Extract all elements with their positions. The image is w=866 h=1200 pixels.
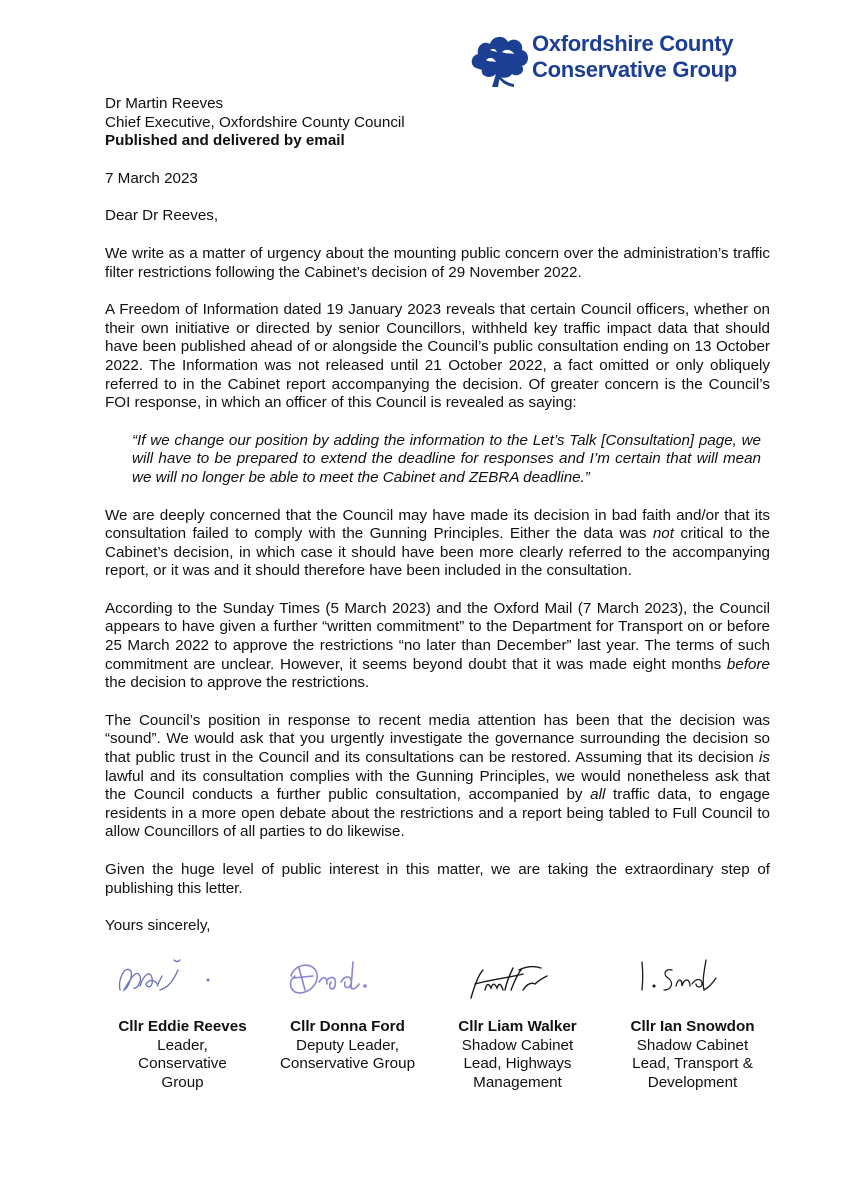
signatory-role-line: Shadow Cabinet <box>636 1036 749 1054</box>
foi-quote: “If we change our position by adding the information to the Let’s Talk [Consultation] page, we will have to be prepared to extend the deadline for responses and I’m certain that will mean we will no longer be able to meet the Cabinet and ZEBRA deadline.” <box>132 431 761 486</box>
signatory-ford <box>265 940 430 1074</box>
paragraph-5-text-a: The Council’s position in response to recent media attention has been that the decision was “sound”. We would ask that you urgently investigate the governance surrounding the decision so that public trust in the Council and its consultations can be restored. Assuming that its decision <box>105 711 770 767</box>
signatory-role-line: Shadow Cabinet <box>461 1036 574 1054</box>
paragraph-5-emphasis-2: all <box>590 786 606 804</box>
letter-date: 7 March 2023 <box>105 169 198 187</box>
signatory-name: Cllr Ian Snowdon <box>630 1018 755 1035</box>
recipient-block <box>105 95 770 151</box>
paragraph-4 <box>105 600 770 693</box>
paragraph-5-text-c: traffic data, to engage residents in a more open debate about the restrictions and a report being tabled to Full Council to allow Councillors of all parties to do likewise. <box>105 786 770 841</box>
signatory-role-line: Conservative Group <box>279 1055 416 1073</box>
paragraph-6: Given the huge level of public interest in this matter, we are taking the extraordinary step of publishing this letter. <box>105 861 770 897</box>
signature-ford <box>265 940 430 1012</box>
signatory-name: Cllr Liam Walker <box>458 1018 577 1035</box>
paragraph-4-emphasis: before <box>726 655 770 673</box>
signatory-snowdon <box>610 940 775 1092</box>
logo-text <box>532 31 737 83</box>
logo-line-1: Oxfordshire County <box>532 31 734 56</box>
signature-walker <box>435 940 600 1012</box>
signatory-role-line: Deputy Leader, <box>295 1036 399 1054</box>
delivery-note: Published and delivered by email <box>105 132 345 150</box>
signatory-name: Cllr Eddie Reeves <box>118 1018 247 1035</box>
signatory-role-line: Management <box>473 1073 562 1091</box>
signatory-name: Cllr Donna Ford <box>290 1018 405 1035</box>
group-logo <box>468 28 768 90</box>
paragraph-4-text-b: the decision to approve the restrictions. <box>105 674 370 692</box>
tree-icon <box>468 30 530 88</box>
signatory-role-line: Conservative <box>138 1055 227 1073</box>
signatory-role-line: Lead, Transport & <box>632 1055 753 1073</box>
paragraph-3-text-b: critical to the Cabinet’s decision, in which case it should have been more clearly referred to the accompanying report, or it was and it should therefore have been included in the consultation. <box>105 525 770 580</box>
paragraph-3-emphasis: not <box>652 525 674 543</box>
paragraph-5-emphasis-1: is <box>759 749 770 767</box>
logo-line-2: Conservative Group <box>532 57 737 82</box>
signatory-walker <box>435 940 600 1092</box>
paragraph-3-text-a: We are deeply concerned that the Council may have made its decision in bad faith and/or that its consultation failed to comply with the Gunning Principles. Either the data was <box>105 506 770 543</box>
letter-body <box>105 95 770 936</box>
recipient-name: Dr Martin Reeves <box>105 95 224 112</box>
paragraph-1: We write as a matter of urgency about the mounting public concern over the administration’s traffic filter restrictions following the Cabinet’s decision of 29 November 2022. <box>105 244 770 281</box>
recipient-title: Chief Executive, Oxfordshire County Council <box>105 113 405 131</box>
paragraph-5 <box>105 712 770 842</box>
signatory-role-line: Lead, Highways <box>463 1055 572 1073</box>
paragraph-5-text-b: lawful and its consultation complies with the Gunning Principles, we would nonetheless ask that the Council conducts a further public consultation, accompanied by <box>105 767 770 804</box>
signatory-role-line: Development <box>647 1073 738 1091</box>
signatory-reeves <box>100 940 265 1092</box>
signatory-role-line: Leader, <box>157 1036 208 1054</box>
closing: Yours sincerely, <box>105 917 211 935</box>
paragraph-3 <box>105 507 770 581</box>
signatory-role-line: Group <box>161 1073 204 1091</box>
signature-snowdon <box>610 940 775 1012</box>
signature-block <box>105 940 770 1100</box>
paragraph-4-text-a: According to the Sunday Times (5 March 2023) and the Oxford Mail (7 March 2023), the Council appears to have given a further “written commitment” to the Department for Transport on or before 25 March 2022 to approve the restrictions “no later than December” last year. The terms of such commitment are unclear. However, it seems beyond doubt that it was made eight months <box>105 599 770 673</box>
paragraph-2: A Freedom of Information dated 19 January 2023 reveals that certain Council officers, whether on their own initiative or directed by senior Councillors, withheld key traffic impact data that should have been published ahead of or alongside the Council’s public consultation ending on 13 October 2022. The Information was not released until 21 October 2022, a fact omitted or only obliquely referred to in the Cabinet report accompanying the decision. Of greater concern is the Council’s FOI response, in which an officer of this Council is revealed as saying: <box>105 301 770 412</box>
salutation: Dear Dr Reeves, <box>105 207 219 225</box>
signature-reeves <box>100 940 265 1012</box>
